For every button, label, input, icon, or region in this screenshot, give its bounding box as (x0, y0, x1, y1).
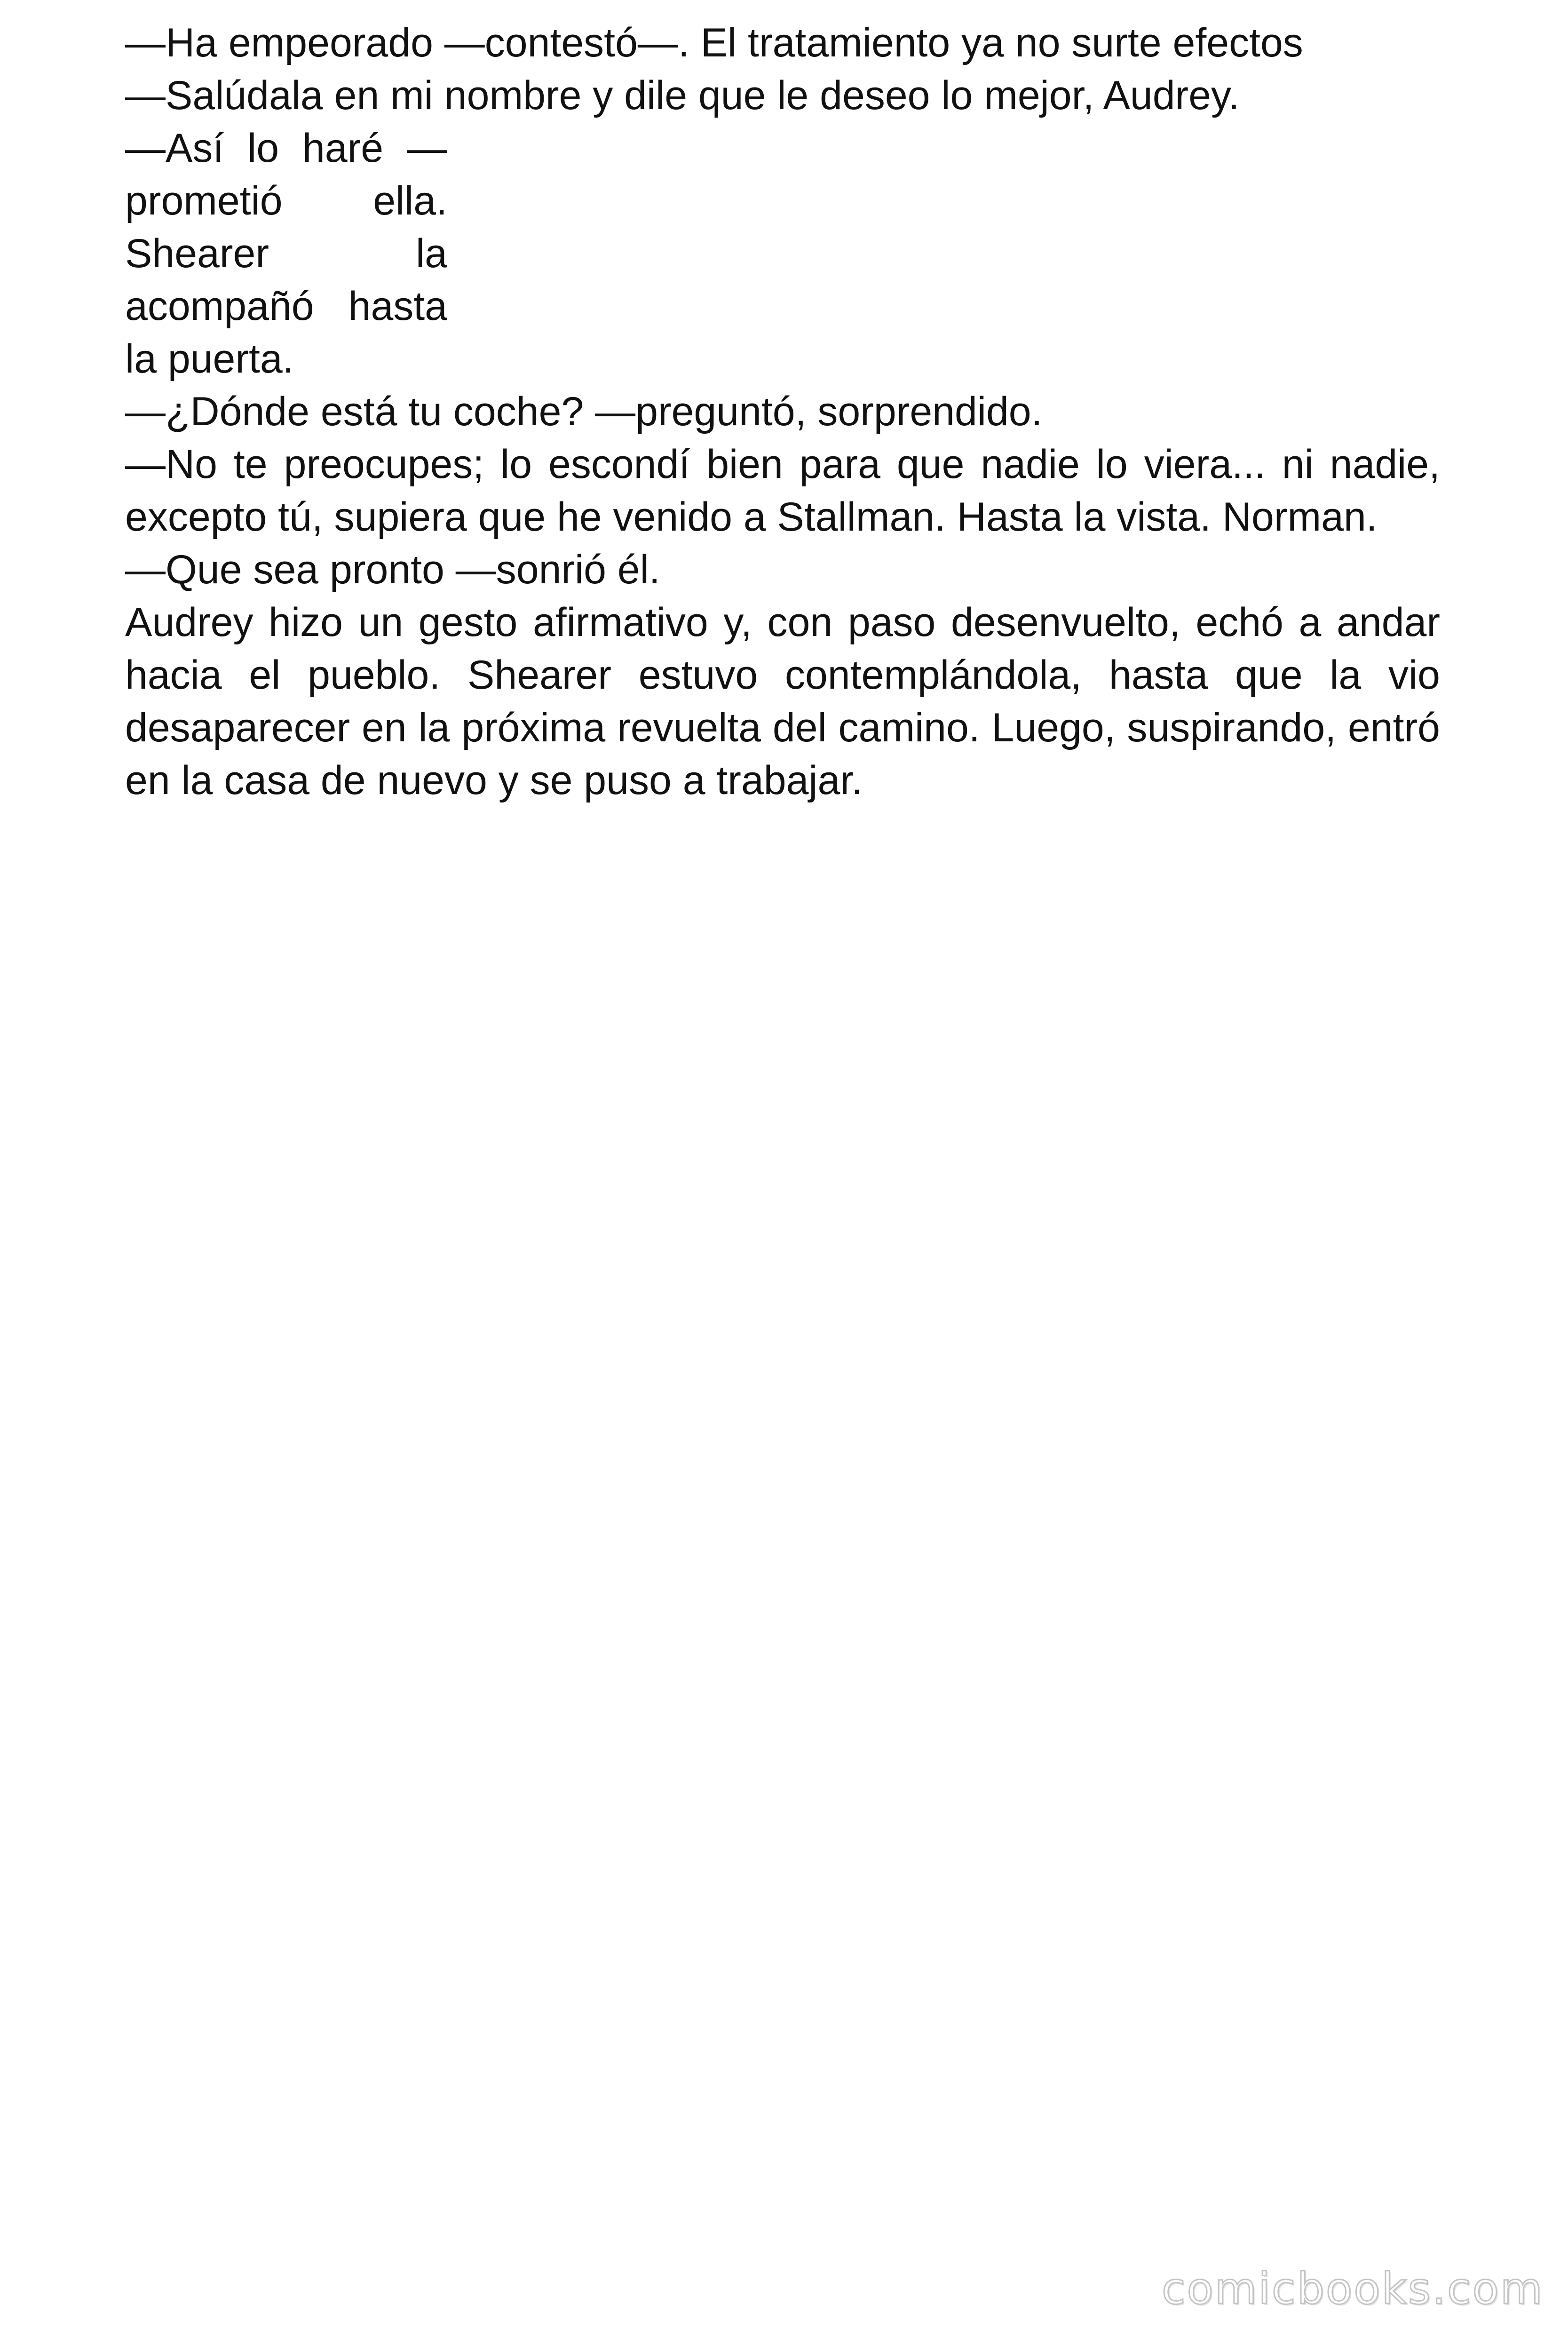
paragraph-4: —¿Dónde está tu coche? —preguntó, sorprendido. (125, 389, 1043, 434)
watermark: comicbooks.com (1162, 2264, 1544, 2314)
paragraph-5: —No te preocupes; lo escondí bien para que nadie lo viera... ni nadie, excepto tú, supiera que he venido a Stallman. Hasta la vista. Norman. (125, 442, 1440, 540)
paragraph-6: —Que sea pronto —sonrió él. (125, 547, 660, 592)
paragraph-3: —Así lo haré —prometió ella. Shearer la acompañó hasta la puerta. (125, 126, 447, 381)
paragraph-1: —Ha empeorado —contestó—. El tratamiento ya no surte efectos (125, 20, 1303, 65)
document-page (125, 16, 1440, 807)
paragraph-7: Audrey hizo un gesto afirmativo y, con paso desenvuelto, echó a andar hacia el pueblo. Shearer estuvo contemplándola, hasta que la vio desaparecer en la próxima revuelta del camino. Luego, suspirando, entró en la casa de nuevo y se puso a trabajar. (125, 600, 1440, 803)
paragraph-2: —Salúdala en mi nombre y dile que le deseo lo mejor, Audrey. (125, 73, 1240, 118)
